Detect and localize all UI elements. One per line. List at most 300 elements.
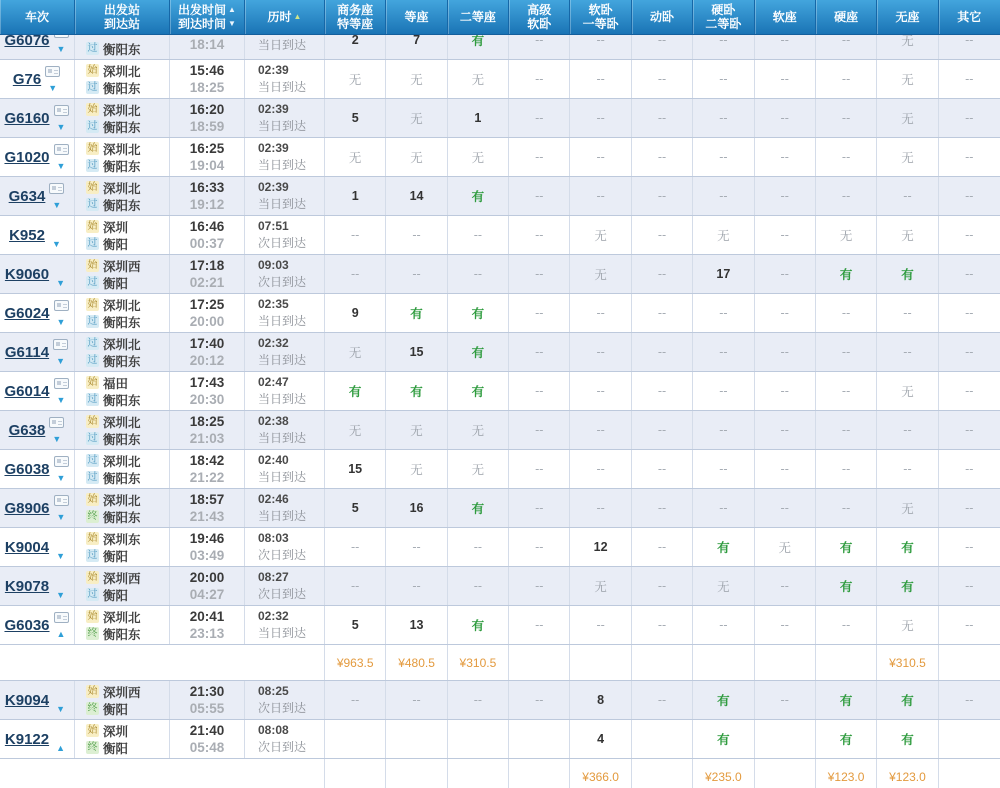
seat-cell-other: -- bbox=[965, 72, 974, 86]
train-row bbox=[0, 35, 1000, 60]
departure-station-line bbox=[86, 375, 169, 391]
train-row bbox=[0, 681, 1000, 720]
column-header-business-special-seat bbox=[325, 0, 386, 34]
stations-cell bbox=[75, 60, 170, 98]
expand-arrow-icon[interactable]: ▼ bbox=[52, 433, 62, 444]
train-number-link[interactable]: G634 bbox=[8, 187, 46, 205]
train-number-link[interactable]: G6038 bbox=[4, 460, 50, 478]
arrival-station-name: 衡阳东 bbox=[103, 159, 141, 174]
departure-station-name: 深圳北 bbox=[103, 103, 141, 118]
fare-cell bbox=[755, 645, 816, 680]
expand-arrow-icon[interactable]: ▼ bbox=[56, 589, 66, 600]
seat-cell-hard-seat: 有 bbox=[816, 528, 877, 566]
seat-cell-soft-sleeper: -- bbox=[570, 177, 631, 215]
seat-cell-business-special-seat: -- bbox=[325, 255, 386, 293]
arrival-day-label: 次日到达 bbox=[258, 701, 307, 716]
departure-time: 16:20 bbox=[189, 102, 225, 117]
stations-cell bbox=[75, 528, 170, 566]
expand-arrow-icon[interactable]: ▼ bbox=[56, 121, 66, 132]
column-header-duration[interactable] bbox=[245, 0, 325, 34]
station-badge-icon: 始 bbox=[87, 377, 98, 388]
seat-cell-first-class-seat: -- bbox=[386, 216, 447, 254]
duration-value: 02:35 bbox=[258, 296, 289, 311]
arrival-station-name: 衡阳东 bbox=[103, 81, 141, 96]
train-row bbox=[0, 372, 1000, 411]
seat-cell-hard-seat: -- bbox=[816, 99, 877, 137]
id-card-icon bbox=[49, 417, 64, 428]
seat-cell-hard-seat: -- bbox=[816, 333, 877, 371]
seat-cell-no-seat: 无 bbox=[877, 489, 938, 527]
expand-arrow-icon[interactable]: ▼ bbox=[56, 160, 66, 171]
duration-value: 08:27 bbox=[258, 569, 289, 584]
seat-cell-motor-sleeper: -- bbox=[632, 528, 693, 566]
times-cell bbox=[170, 606, 245, 644]
train-number-icons bbox=[48, 183, 65, 210]
arrival-time: 20:00 bbox=[189, 314, 225, 329]
seat-cell-second-class-seat bbox=[448, 720, 509, 758]
departure-station-line bbox=[86, 414, 169, 430]
departure-time: 21:40 bbox=[189, 723, 225, 738]
arrival-station-name: 衡阳 bbox=[103, 237, 129, 252]
station-badge-icon: 过 bbox=[87, 433, 98, 444]
arrival-day-label: 次日到达 bbox=[258, 587, 307, 602]
seat-cell-soft-seat: -- bbox=[755, 99, 816, 137]
column-header-soft-seat bbox=[755, 0, 816, 34]
arrival-station-name: 衡阳 bbox=[103, 741, 129, 756]
arrival-station-name: 衡阳东 bbox=[103, 393, 141, 408]
train-number-link[interactable]: K9122 bbox=[4, 730, 50, 748]
departure-time: 21:30 bbox=[189, 684, 225, 699]
departure-time: 20:41 bbox=[189, 609, 225, 624]
column-header-label: 等座 bbox=[404, 10, 429, 24]
collapse-arrow-icon[interactable]: ▲ bbox=[56, 742, 66, 753]
arrival-time: 18:14 bbox=[189, 37, 225, 53]
duration-value: 02:39 bbox=[258, 101, 289, 116]
times-cell bbox=[170, 567, 245, 605]
departure-station-line bbox=[86, 492, 169, 508]
times-cell bbox=[170, 177, 245, 215]
id-card-icon bbox=[54, 612, 69, 623]
seat-cell-other: -- bbox=[965, 228, 974, 242]
departure-station-line bbox=[86, 453, 169, 469]
seat-cell-motor-sleeper: -- bbox=[632, 60, 693, 98]
train-number-icons bbox=[44, 66, 61, 93]
seat-cell-hard-seat: -- bbox=[816, 177, 877, 215]
seat-cell-second-class-seat: 有 bbox=[448, 333, 509, 371]
station-badge-icon: 始 bbox=[87, 182, 98, 193]
train-number-icons bbox=[53, 456, 70, 483]
departure-station-name: 深圳 bbox=[103, 220, 129, 235]
train-row bbox=[0, 720, 1000, 759]
station-badge-icon: 始 bbox=[87, 143, 98, 154]
departure-station-line bbox=[86, 570, 169, 586]
column-header-label: 到达站 bbox=[103, 17, 140, 31]
train-number-icons bbox=[48, 417, 65, 444]
seat-cell-second-class-seat: 无 bbox=[448, 411, 509, 449]
expand-arrow-icon[interactable]: ▼ bbox=[56, 511, 66, 522]
seat-cell-soft-sleeper: -- bbox=[570, 333, 631, 371]
train-row bbox=[0, 606, 1000, 645]
seat-cell-hard-seat: -- bbox=[816, 411, 877, 449]
train-number-icons bbox=[53, 612, 70, 639]
arrival-time: 18:59 bbox=[189, 119, 225, 134]
seat-cell-other: -- bbox=[965, 35, 974, 47]
duration-value: 02:39 bbox=[258, 140, 289, 155]
duration-cell bbox=[245, 35, 325, 59]
expand-arrow-icon[interactable]: ▼ bbox=[56, 277, 66, 288]
seat-cell-business-special-seat: 15 bbox=[325, 450, 386, 488]
times-cell bbox=[170, 138, 245, 176]
seat-cell-soft-sleeper: -- bbox=[570, 60, 631, 98]
seat-cell-other bbox=[939, 720, 1000, 758]
seat-cell-premium-soft-sleeper: -- bbox=[509, 681, 570, 719]
seat-cell-other: -- bbox=[965, 501, 974, 515]
train-number-link[interactable]: G6114 bbox=[4, 343, 50, 361]
fare-row bbox=[0, 759, 1000, 788]
train-number-link[interactable]: G638 bbox=[8, 421, 46, 439]
train-number-link[interactable]: G1020 bbox=[4, 148, 50, 166]
seat-cell-soft-sleeper: 4 bbox=[570, 720, 631, 758]
train-row bbox=[0, 99, 1000, 138]
fare-cell bbox=[693, 645, 754, 680]
fare-row bbox=[0, 645, 1000, 681]
station-badge-icon: 过 bbox=[87, 472, 98, 483]
train-number-link[interactable]: K952 bbox=[9, 226, 45, 244]
column-header-label: 出发站 bbox=[103, 3, 140, 17]
departure-time: 17:25 bbox=[189, 297, 225, 312]
stations-cell bbox=[75, 567, 170, 605]
expand-arrow-icon[interactable]: ▼ bbox=[48, 82, 58, 93]
train-row bbox=[0, 411, 1000, 450]
seat-cell-hard-seat: -- bbox=[816, 372, 877, 410]
fare-cell: ¥123.0 bbox=[877, 759, 938, 788]
station-badge-icon: 始 bbox=[87, 104, 98, 115]
train-number-cell bbox=[0, 450, 75, 488]
arrival-time: 19:04 bbox=[189, 158, 225, 173]
expand-arrow-icon[interactable]: ▼ bbox=[56, 703, 66, 714]
seat-cell-no-seat: -- bbox=[877, 294, 938, 332]
collapse-arrow-icon[interactable]: ▲ bbox=[56, 628, 66, 639]
arrival-time: 21:03 bbox=[189, 431, 225, 446]
seat-cell-hard-sleeper: -- bbox=[693, 489, 754, 527]
expand-arrow-icon[interactable]: ▼ bbox=[56, 394, 66, 405]
duration-cell bbox=[245, 450, 325, 488]
train-row bbox=[0, 177, 1000, 216]
stations-cell bbox=[75, 216, 170, 254]
fare-cell bbox=[509, 759, 570, 788]
seat-cell-premium-soft-sleeper: -- bbox=[509, 411, 570, 449]
column-header-train-no bbox=[0, 0, 75, 34]
fare-cell bbox=[325, 759, 386, 788]
train-number-link[interactable]: G6160 bbox=[4, 109, 50, 127]
seat-cell-second-class-seat: 无 bbox=[448, 60, 509, 98]
fare-cell: ¥310.5 bbox=[448, 645, 509, 680]
seat-cell-motor-sleeper: -- bbox=[632, 138, 693, 176]
seat-cell-no-seat: 有 bbox=[877, 528, 938, 566]
train-number-link[interactable]: G6024 bbox=[4, 304, 50, 322]
column-header-label: 二等座 bbox=[459, 10, 496, 24]
seat-cell-soft-seat: -- bbox=[755, 372, 816, 410]
seat-cell-first-class-seat: 无 bbox=[386, 60, 447, 98]
times-cell bbox=[170, 35, 245, 59]
departure-station-line bbox=[86, 336, 169, 352]
seat-cell-business-special-seat: -- bbox=[325, 567, 386, 605]
stations-cell bbox=[75, 294, 170, 332]
duration-value: 02:40 bbox=[258, 452, 289, 467]
duration-cell bbox=[245, 333, 325, 371]
stations-cell bbox=[75, 372, 170, 410]
expand-arrow-icon[interactable]: ▼ bbox=[56, 43, 66, 54]
station-badge-icon: 过 bbox=[87, 82, 98, 93]
seat-cell-soft-seat: -- bbox=[755, 489, 816, 527]
seat-cell-motor-sleeper: -- bbox=[632, 35, 693, 59]
times-cell bbox=[170, 99, 245, 137]
seat-cell-soft-sleeper: -- bbox=[570, 99, 631, 137]
seat-cell-no-seat: 无 bbox=[877, 216, 938, 254]
arrival-station-name: 衡阳 bbox=[103, 588, 129, 603]
seat-cell-motor-sleeper: -- bbox=[632, 450, 693, 488]
stations-cell bbox=[75, 177, 170, 215]
duration-cell bbox=[245, 720, 325, 758]
departure-station-name: 深圳 bbox=[103, 724, 129, 739]
arrival-station-line bbox=[86, 119, 169, 135]
station-badge-icon: 始 bbox=[87, 572, 98, 583]
seat-cell-business-special-seat: 无 bbox=[325, 411, 386, 449]
seat-cell-hard-seat: -- bbox=[816, 138, 877, 176]
train-row bbox=[0, 450, 1000, 489]
id-card-icon bbox=[54, 144, 69, 155]
seat-cell-second-class-seat: 有 bbox=[448, 177, 509, 215]
train-number-icons bbox=[53, 144, 70, 171]
fare-cell: ¥123.0 bbox=[816, 759, 877, 788]
arrival-station-line bbox=[86, 158, 169, 174]
train-number-link[interactable]: K9004 bbox=[4, 538, 50, 556]
train-number-link[interactable]: G8906 bbox=[4, 499, 50, 517]
seat-cell-hard-seat: -- bbox=[816, 60, 877, 98]
arrival-day-label: 当日到达 bbox=[258, 314, 307, 329]
station-badge-icon: 始 bbox=[87, 65, 98, 76]
arrival-time: 20:12 bbox=[189, 353, 225, 368]
departure-time: 17:43 bbox=[189, 375, 225, 390]
departure-station-line bbox=[86, 297, 169, 313]
train-number-link[interactable]: K9094 bbox=[4, 691, 50, 709]
station-badge-icon: 过 bbox=[87, 589, 98, 600]
id-card-icon bbox=[54, 495, 69, 506]
departure-station-line bbox=[86, 684, 169, 700]
expand-arrow-icon[interactable]: ▼ bbox=[56, 472, 66, 483]
seat-cell-hard-seat: -- bbox=[816, 489, 877, 527]
seat-cell-motor-sleeper: -- bbox=[632, 372, 693, 410]
seat-cell-premium-soft-sleeper: -- bbox=[509, 177, 570, 215]
column-header-motor-sleeper bbox=[632, 0, 693, 34]
departure-station-line bbox=[86, 63, 169, 79]
arrival-day-label: 当日到达 bbox=[258, 197, 307, 212]
arrival-day-label: 当日到达 bbox=[258, 119, 307, 134]
expand-arrow-icon[interactable]: ▼ bbox=[56, 550, 66, 561]
arrival-station-name: 衡阳东 bbox=[103, 471, 141, 486]
arrival-station-line bbox=[86, 41, 169, 57]
station-badge-icon: 始 bbox=[87, 221, 98, 232]
seat-cell-no-seat: -- bbox=[877, 177, 938, 215]
train-number-icons bbox=[48, 222, 65, 249]
station-badge-icon bbox=[86, 35, 99, 38]
station-badge-icon: 终 bbox=[87, 742, 98, 753]
seat-cell-soft-seat: -- bbox=[755, 450, 816, 488]
seat-cell-soft-sleeper: -- bbox=[570, 35, 631, 59]
seat-cell-hard-sleeper: -- bbox=[693, 333, 754, 371]
train-number-link[interactable]: K9060 bbox=[4, 265, 50, 283]
duration-cell bbox=[245, 216, 325, 254]
seat-cell-second-class-seat: -- bbox=[448, 567, 509, 605]
duration-cell bbox=[245, 99, 325, 137]
seat-cell-hard-seat: -- bbox=[816, 294, 877, 332]
train-number-icons bbox=[52, 261, 69, 288]
departure-station-line bbox=[86, 723, 169, 739]
arrival-day-label: 当日到达 bbox=[258, 37, 307, 52]
departure-time: 20:00 bbox=[189, 570, 225, 585]
expand-arrow-icon[interactable]: ▼ bbox=[56, 316, 66, 327]
seat-cell-other: -- bbox=[965, 189, 974, 203]
seat-cell-hard-seat: -- bbox=[816, 35, 877, 59]
seat-cell-premium-soft-sleeper: -- bbox=[509, 450, 570, 488]
departure-station-line bbox=[86, 258, 169, 274]
seat-cell-other: -- bbox=[965, 462, 974, 476]
train-number-icons bbox=[52, 687, 69, 714]
train-number-link[interactable]: K9078 bbox=[4, 577, 50, 595]
seat-cell-hard-sleeper: -- bbox=[693, 372, 754, 410]
seat-cell-business-special-seat bbox=[325, 720, 386, 758]
arrival-station-line bbox=[86, 701, 169, 717]
seat-cell-hard-sleeper: -- bbox=[693, 99, 754, 137]
seat-cell-no-seat: -- bbox=[877, 450, 938, 488]
departure-station-name: 深圳北 bbox=[103, 415, 141, 430]
seat-cell-no-seat: 有 bbox=[877, 567, 938, 605]
times-cell bbox=[170, 216, 245, 254]
seat-cell-first-class-seat: 16 bbox=[386, 489, 447, 527]
column-header-label: 历时 bbox=[267, 10, 292, 24]
train-row bbox=[0, 255, 1000, 294]
seat-cell-premium-soft-sleeper: -- bbox=[509, 99, 570, 137]
seat-cell-motor-sleeper: -- bbox=[632, 567, 693, 605]
seat-cell-motor-sleeper: -- bbox=[632, 294, 693, 332]
seat-cell-premium-soft-sleeper: -- bbox=[509, 216, 570, 254]
sort-desc-arrow-icon[interactable]: ▼ bbox=[228, 19, 236, 28]
seat-cell-hard-sleeper: -- bbox=[693, 60, 754, 98]
seat-cell-motor-sleeper: -- bbox=[632, 411, 693, 449]
sort-asc-arrow-icon[interactable]: ▲ bbox=[293, 12, 302, 21]
seat-cell-soft-sleeper: 无 bbox=[570, 567, 631, 605]
station-badge-icon: 始 bbox=[87, 416, 98, 427]
arrival-station-line bbox=[86, 275, 169, 291]
train-number-cell bbox=[0, 606, 75, 644]
times-cell bbox=[170, 720, 245, 758]
train-number-cell bbox=[0, 216, 75, 254]
column-header-second-class-seat bbox=[448, 0, 509, 34]
duration-cell bbox=[245, 294, 325, 332]
seat-cell-no-seat: 无 bbox=[877, 138, 938, 176]
fare-cell bbox=[632, 759, 693, 788]
expand-arrow-icon[interactable]: ▼ bbox=[52, 199, 62, 210]
seat-cell-soft-sleeper: -- bbox=[570, 372, 631, 410]
arrival-station-line bbox=[86, 626, 169, 642]
seat-cell-hard-sleeper: -- bbox=[693, 450, 754, 488]
duration-value: 02:32 bbox=[258, 608, 289, 623]
seat-cell-hard-sleeper: 无 bbox=[693, 216, 754, 254]
seat-cell-business-special-seat: 无 bbox=[325, 333, 386, 371]
departure-station-name: 深圳西 bbox=[103, 685, 141, 700]
departure-time: 15:46 bbox=[189, 63, 225, 78]
arrival-station-name: 衡阳东 bbox=[103, 120, 141, 135]
arrival-station-name: 衡阳东 bbox=[103, 432, 141, 447]
seat-cell-soft-seat: -- bbox=[755, 567, 816, 605]
column-header-times[interactable] bbox=[170, 0, 245, 34]
id-card-icon bbox=[54, 378, 69, 389]
seat-cell-hard-seat: 有 bbox=[816, 255, 877, 293]
stations-cell bbox=[75, 35, 170, 59]
train-number-link[interactable]: G76 bbox=[12, 70, 42, 88]
train-number-link[interactable]: G6036 bbox=[4, 616, 50, 634]
duration-cell bbox=[245, 528, 325, 566]
train-number-cell bbox=[0, 333, 75, 371]
train-number-cell bbox=[0, 411, 75, 449]
expand-arrow-icon[interactable]: ▼ bbox=[56, 355, 66, 366]
seat-cell-second-class-seat: -- bbox=[448, 255, 509, 293]
train-number-link[interactable]: G6014 bbox=[4, 382, 50, 400]
times-cell bbox=[170, 294, 245, 332]
duration-value: 02:39 bbox=[258, 179, 289, 194]
seat-cell-second-class-seat: 有 bbox=[448, 372, 509, 410]
train-row bbox=[0, 138, 1000, 177]
seat-cell-motor-sleeper: -- bbox=[632, 606, 693, 644]
column-header-no-seat bbox=[877, 0, 938, 34]
station-badge-icon: 过 bbox=[87, 199, 98, 210]
seat-cell-hard-seat: -- bbox=[816, 450, 877, 488]
id-card-icon bbox=[45, 66, 60, 77]
seat-cell-no-seat: 无 bbox=[877, 372, 938, 410]
seat-cell-second-class-seat: 1 bbox=[448, 99, 509, 137]
train-number-link[interactable]: G6076 bbox=[4, 35, 50, 49]
column-header-hard-seat bbox=[816, 0, 877, 34]
duration-value: 02:32 bbox=[258, 335, 289, 350]
station-badge-icon: 始 bbox=[87, 725, 98, 736]
seat-cell-hard-sleeper: -- bbox=[693, 411, 754, 449]
times-cell bbox=[170, 255, 245, 293]
times-cell bbox=[170, 681, 245, 719]
train-number-icons bbox=[53, 378, 70, 405]
train-number-cell bbox=[0, 528, 75, 566]
seat-cell-business-special-seat: 5 bbox=[325, 489, 386, 527]
seat-cell-other: -- bbox=[965, 423, 974, 437]
seat-cell-hard-sleeper: -- bbox=[693, 294, 754, 332]
seat-cell-premium-soft-sleeper: -- bbox=[509, 35, 570, 59]
arrival-day-label: 当日到达 bbox=[258, 392, 307, 407]
sort-asc-arrow-icon[interactable]: ▲ bbox=[228, 5, 236, 14]
departure-station-line bbox=[86, 219, 169, 235]
duration-cell bbox=[245, 681, 325, 719]
arrival-day-label: 当日到达 bbox=[258, 470, 307, 485]
expand-arrow-icon[interactable]: ▼ bbox=[51, 238, 61, 249]
seat-cell-business-special-seat: -- bbox=[325, 216, 386, 254]
arrival-day-label: 次日到达 bbox=[258, 275, 307, 290]
station-badge-icon: 过 bbox=[87, 394, 98, 405]
seat-cell-no-seat: 有 bbox=[877, 681, 938, 719]
departure-station-line bbox=[86, 180, 169, 196]
station-badge-icon: 始 bbox=[87, 686, 98, 697]
duration-value: 09:03 bbox=[258, 257, 289, 272]
seat-cell-first-class-seat: 无 bbox=[386, 99, 447, 137]
seat-cell-soft-sleeper: 无 bbox=[570, 255, 631, 293]
fare-cell: ¥235.0 bbox=[693, 759, 754, 788]
